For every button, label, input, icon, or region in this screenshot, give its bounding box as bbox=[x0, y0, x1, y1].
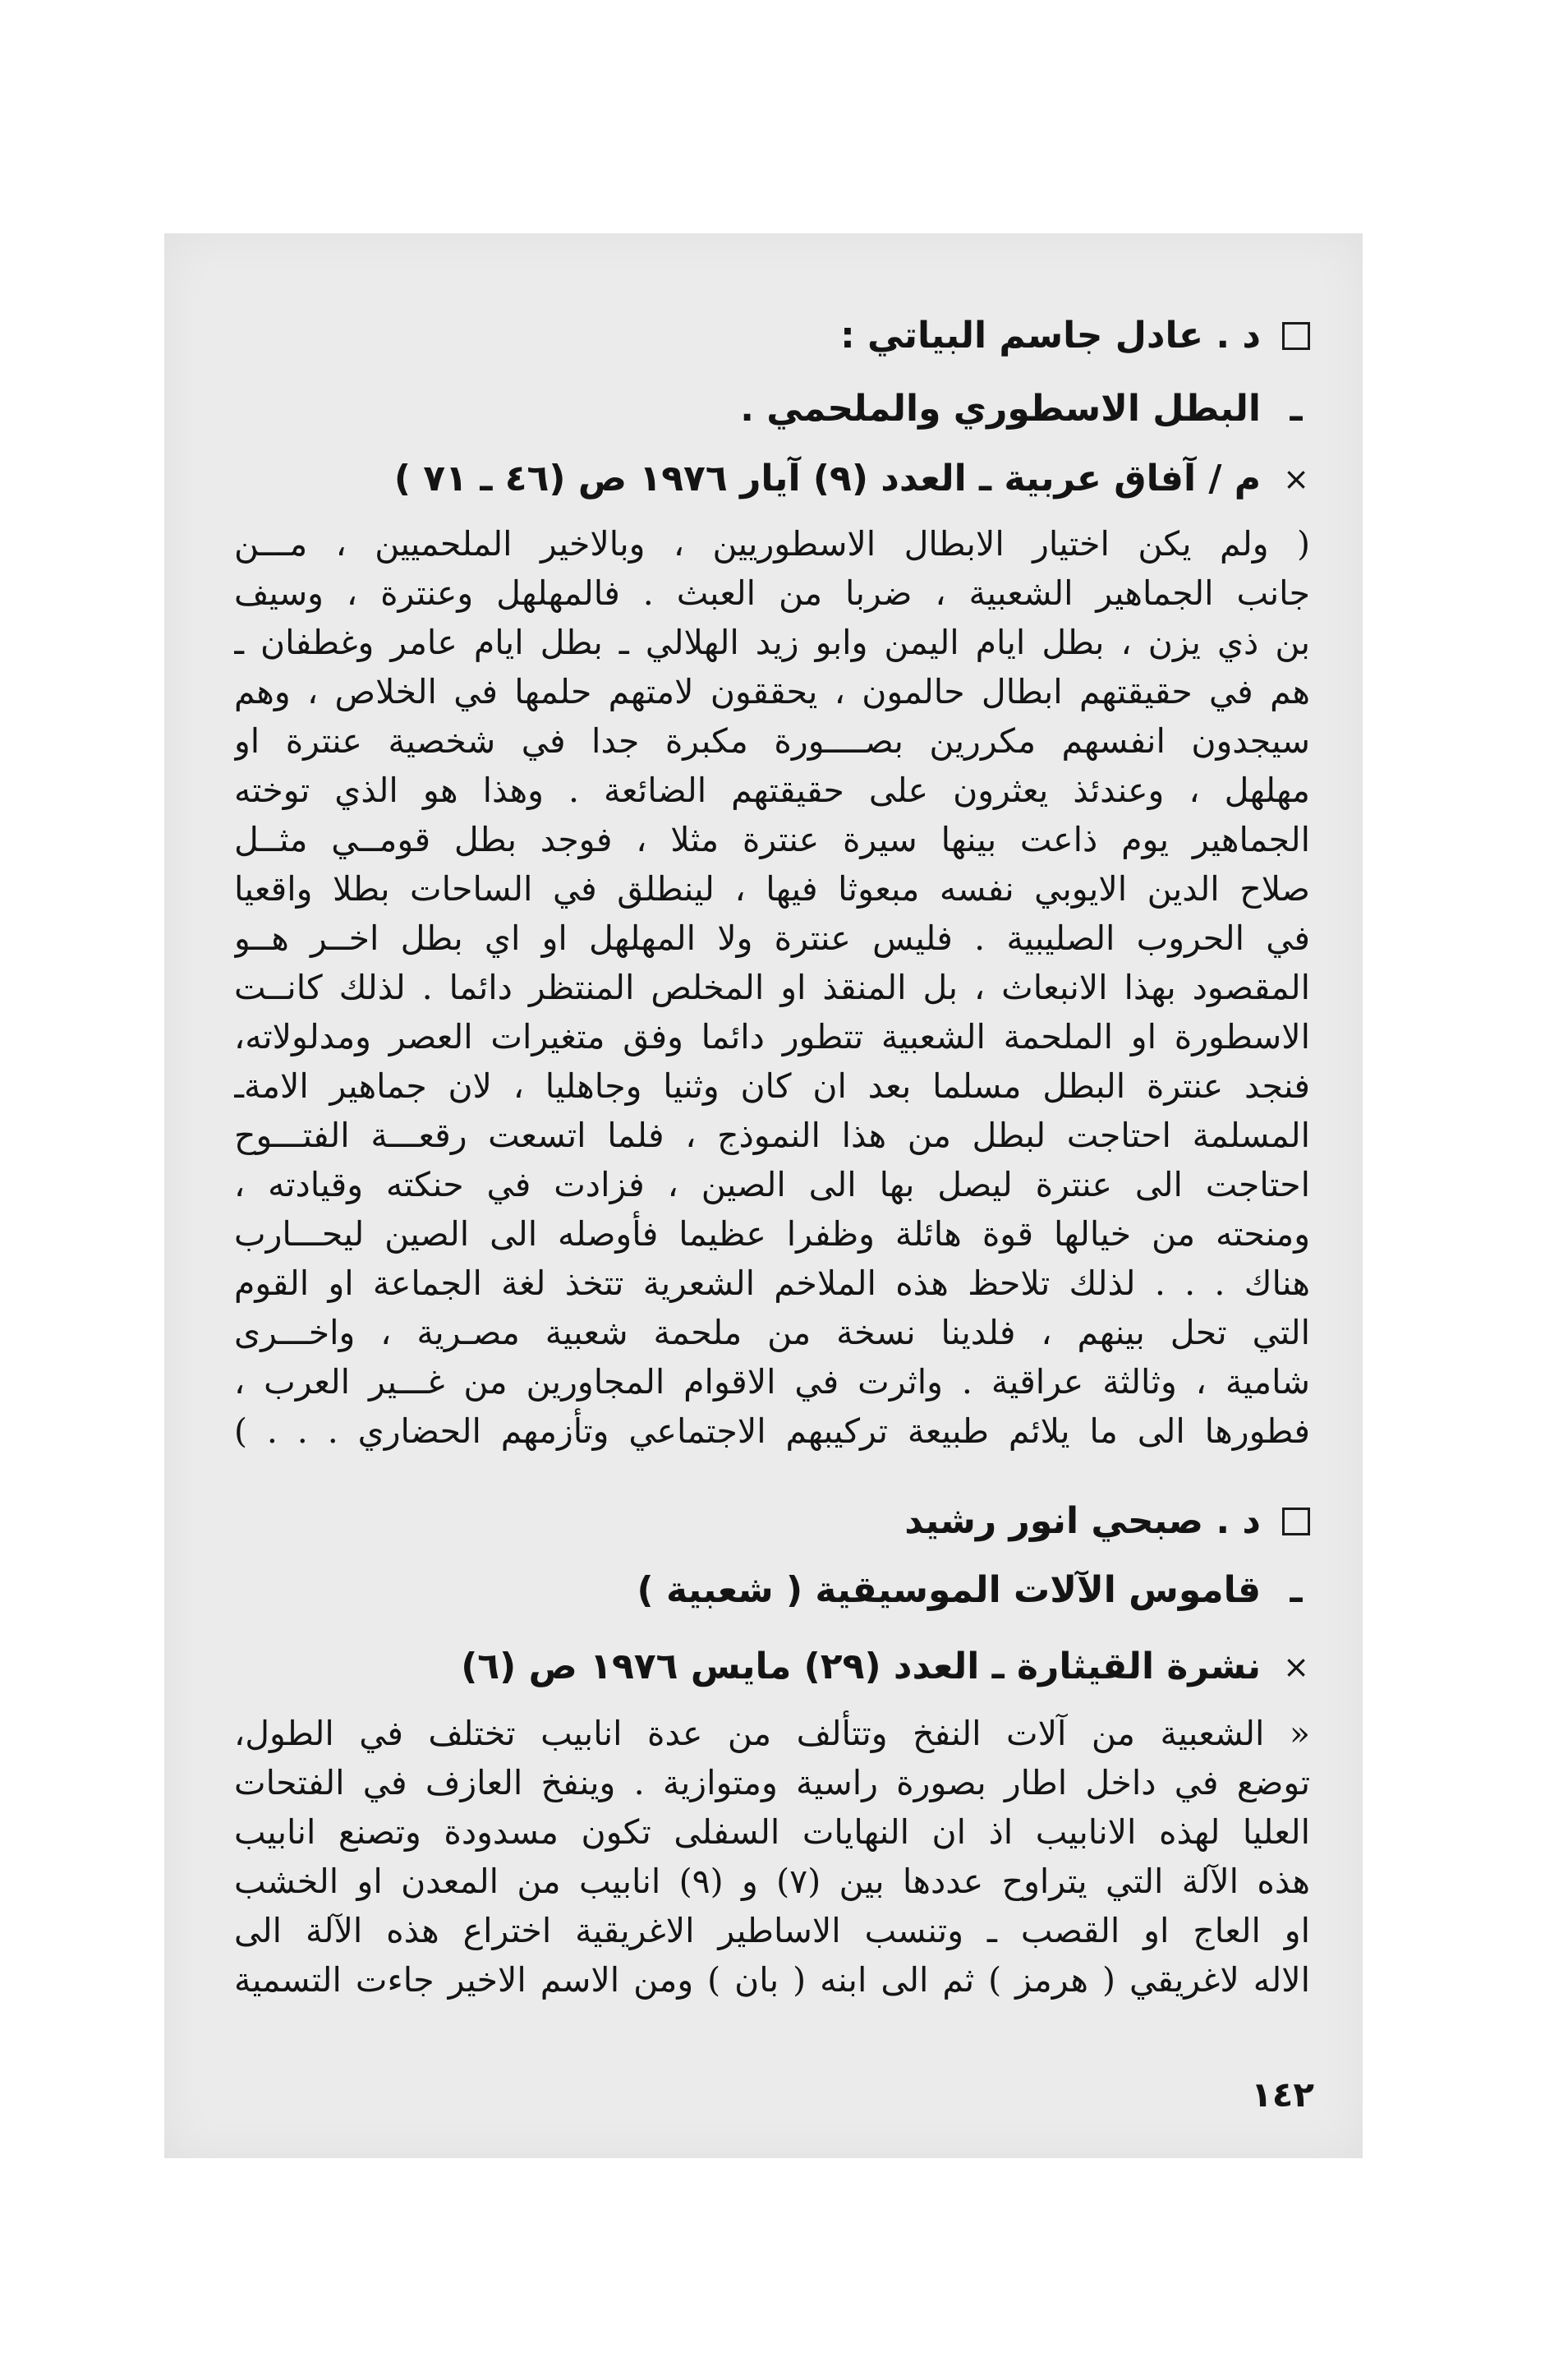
entry-1-title-line bbox=[234, 384, 1310, 434]
body-line: فطورها الى ما يلائم طبيعة تركيبهم الاجتماعي وتأزمهم الحضاري . . . ) bbox=[234, 1411, 1310, 1451]
body-line: هناك . . . لذلك تلاحظ هذه الملاخم الشعرية تتخذ لغة الجماعة او القوم bbox=[234, 1264, 1310, 1303]
body-line: صلاح الدين الايوبي نفسه مبعوثا فيها ، لينطلق في الساحات بطلا واقعيا bbox=[234, 869, 1310, 909]
body-line: هذه الآلة التي يتراوح عددها بين (٧) و (٩) انابيب من المعدن او الخشب bbox=[234, 1862, 1310, 1901]
entry-1-title: البطل الاسطوري والملحمي . bbox=[740, 388, 1261, 430]
entry-1-source-line bbox=[234, 454, 1310, 504]
body-line: فنجد عنترة البطل مسلما بعد ان كان وثنيا وجاهليا ، لان جماهير الامةـ bbox=[234, 1066, 1310, 1106]
body-line: ومنحته من خيالها قوة هائلة وظفرا عظيما فأوصله الى الصين ليحـــارب bbox=[234, 1214, 1310, 1254]
entry-1-body bbox=[234, 519, 1310, 1456]
entry-2-author-line bbox=[234, 1497, 1310, 1546]
body-line: المسلمة احتاجت لبطل من هذا النموذج ، فلما اتسعت رقعـــة الفتـــوح bbox=[234, 1116, 1310, 1155]
checkbox-square-icon bbox=[1282, 322, 1310, 350]
cross-icon: × bbox=[1283, 1649, 1309, 1685]
body-line: « الشعبية من آلات النفخ وتتألف من عدة انابيب تختلف في الطول، bbox=[234, 1714, 1310, 1753]
body-line: بن ذي يزن ، بطل ايام اليمن وابو زيد الهلالي ـ بطل ايام عامر وغطفان ـ bbox=[234, 623, 1310, 662]
dash-icon: ـ bbox=[1290, 1569, 1303, 1611]
body-line: جانب الجماهير الشعبية ، ضربا من العبث . فالمهلهل وعنترة ، وسيف bbox=[234, 573, 1310, 613]
body-line: الاسطورة او الملحمة الشعبية تتطور دائما وفق متغيرات العصر ومدلولاته، bbox=[234, 1017, 1310, 1056]
checkbox-square-icon bbox=[1282, 1508, 1310, 1535]
body-line: في الحروب الصليبية . فليس عنترة ولا المهلهل او اي بطل اخــر هــو bbox=[234, 918, 1310, 958]
entry-2-author: د . صبحي انور رشيد bbox=[904, 1500, 1261, 1542]
body-line: او العاج او القصب ـ وتنسب الاساطير الاغريقية اختراع هذه الآلة الى bbox=[234, 1911, 1310, 1950]
entry-2-title-line bbox=[234, 1566, 1310, 1615]
body-line: ( ولم يكن اختيار الابطال الاسطوريين ، وبالاخير الملحميين ، مـــن bbox=[234, 524, 1310, 564]
body-line: التي تحل بينهم ، فلدينا نسخة من ملحمة شعبية مصـرية ، واخـــرى bbox=[234, 1313, 1310, 1352]
body-line: المقصود بهذا الانبعاث ، بل المنقذ او المخلص المنتظر دائما . لذلك كانــت bbox=[234, 968, 1310, 1007]
entry-2-body bbox=[234, 1709, 1310, 2005]
body-line: احتاجت الى عنترة ليصل بها الى الصين ، فزادت في حنكته وقيادته ، bbox=[234, 1165, 1310, 1204]
entry-1-source: م / آفاق عربية ـ العدد (٩) آيار ١٩٧٦ ص (٤٦ ـ ٧١ ) bbox=[393, 458, 1261, 499]
body-line: توضع في داخل اطار بصورة راسية ومتوازية . وينفخ العازف في الفتحات bbox=[234, 1763, 1310, 1802]
body-line: مهلهل ، وعندئذ يعثرون على حقيقتهم الضائعة . وهذا هو الذي توخته bbox=[234, 771, 1310, 810]
body-line: الجماهير يوم ذاعت بينها سيرة عنترة مثلا ، فوجد بطل قومــي مثــل bbox=[234, 820, 1310, 859]
entry-2-source-line bbox=[234, 1642, 1310, 1692]
body-line: شامية ، وثالثة عراقية . واثرت في الاقوام المجاورين من غـــير العرب ، bbox=[234, 1362, 1310, 1402]
body-line: العليا لهذه الانابيب اذ ان النهايات السفلى تكون مسدودة وتصنع انابيب bbox=[234, 1812, 1310, 1852]
body-line: الاله لاغريقي ( هرمز ) ثم الى ابنه ( بان ) ومن الاسم الاخير جاءت التسمية bbox=[234, 1960, 1310, 2000]
entry-2-title: قاموس الآلات الموسيقية ( شعبية ) bbox=[637, 1569, 1261, 1611]
entry-1-author: د . عادل جاسم البياتي : bbox=[840, 315, 1261, 357]
cross-icon: × bbox=[1283, 461, 1309, 497]
entry-2-source: نشرة القيثارة ـ العدد (٢٩) مايس ١٩٧٦ ص (٦) bbox=[461, 1646, 1261, 1687]
entry-1-author-line bbox=[234, 311, 1310, 361]
body-line: هم في حقيقتهم ابطال حالمون ، يحققون لامتهم حلمها في الخلاص ، وهم bbox=[234, 672, 1310, 711]
dash-icon: ـ bbox=[1290, 388, 1303, 430]
page-number: ١٤٢ bbox=[1251, 2074, 1314, 2115]
body-line: سيجدون انفسهم مكررين بصــــورة مكبرة جدا في شخصية عنترة او bbox=[234, 721, 1310, 761]
